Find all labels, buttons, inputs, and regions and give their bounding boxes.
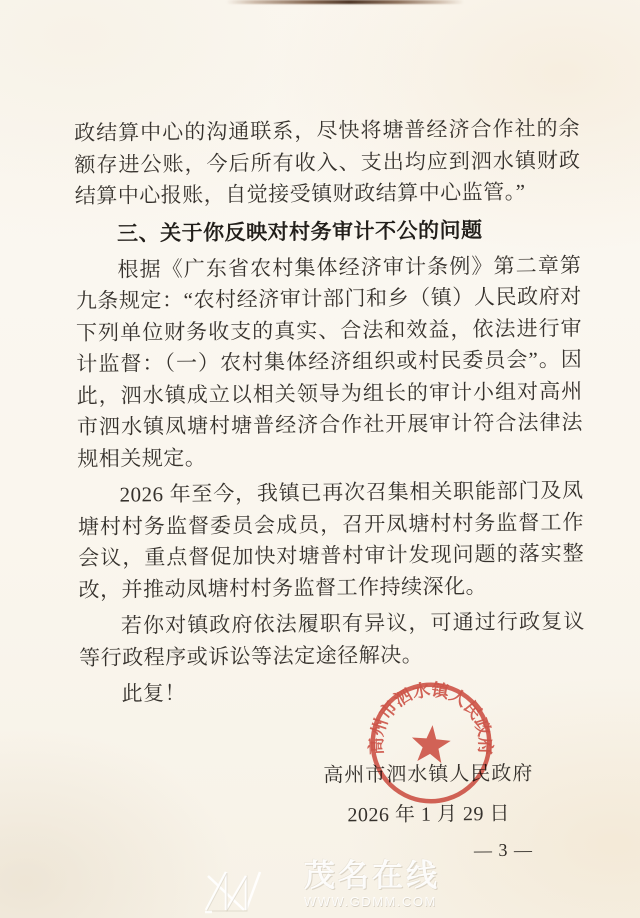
official-seal	[362, 674, 501, 813]
watermark-text	[304, 860, 440, 910]
seal-arc-text: 高州市泗水镇人民政府	[366, 680, 495, 756]
paragraph-legal-remedy: 若你对镇政府依法履职有异议，可通过行政复议等行政程序或诉讼等法定途径解决。	[79, 609, 585, 670]
page-number: — 3 —	[473, 839, 534, 861]
star-icon	[410, 723, 452, 763]
paragraph-closing: 此复！	[121, 680, 187, 706]
watermark-site-name: 茂名在线	[304, 858, 440, 893]
signature-org: 高州市泗水镇人民政府	[323, 762, 534, 787]
paragraph-audit-basis: 根据《广东省农村集体经济审计条例》第二章第九条规定：“农村经济审计部门和乡（镇）人民政府对下列单位财务收支的真实、合法和效益，依法进行审计监督：（一）农村集体经济组织或村民委员会”。因此，泗水镇成立以相关领导为组长的审计小组对高州市泗水镇凤塘村塘普经济合作社开展审计符合法律法规相关规定。	[75, 252, 584, 471]
document-body	[74, 113, 587, 834]
watermark-logo-icon	[202, 866, 294, 916]
watermark	[202, 860, 440, 916]
watermark-site-url: WWW.GDMM.COM	[304, 894, 437, 909]
section-heading: 三、关于你反映对村务审计不公的问题	[117, 218, 483, 246]
scan-edge-artifact	[226, 0, 464, 4]
signature-date: 2026 年 1 月 29 日	[347, 802, 511, 827]
paragraph-audit-progress: 2026 年至今，我镇已再次召集相关职能部门及凤塘村村务监督委员会成员，召开凤塘村村务监督工作会议，重点督促加快对塘普村审计发现问题的落实整改，并推动凤塘村村务监督工作持续深化。	[77, 478, 585, 602]
paragraph-continuation: 政结算中心的沟通联系，尽快将塘普经济合作社的余额存进公账，今后所有收入、支出均应到泗水镇财政结算中心报账，自觉接受镇财政结算中心监管。”	[74, 116, 581, 208]
